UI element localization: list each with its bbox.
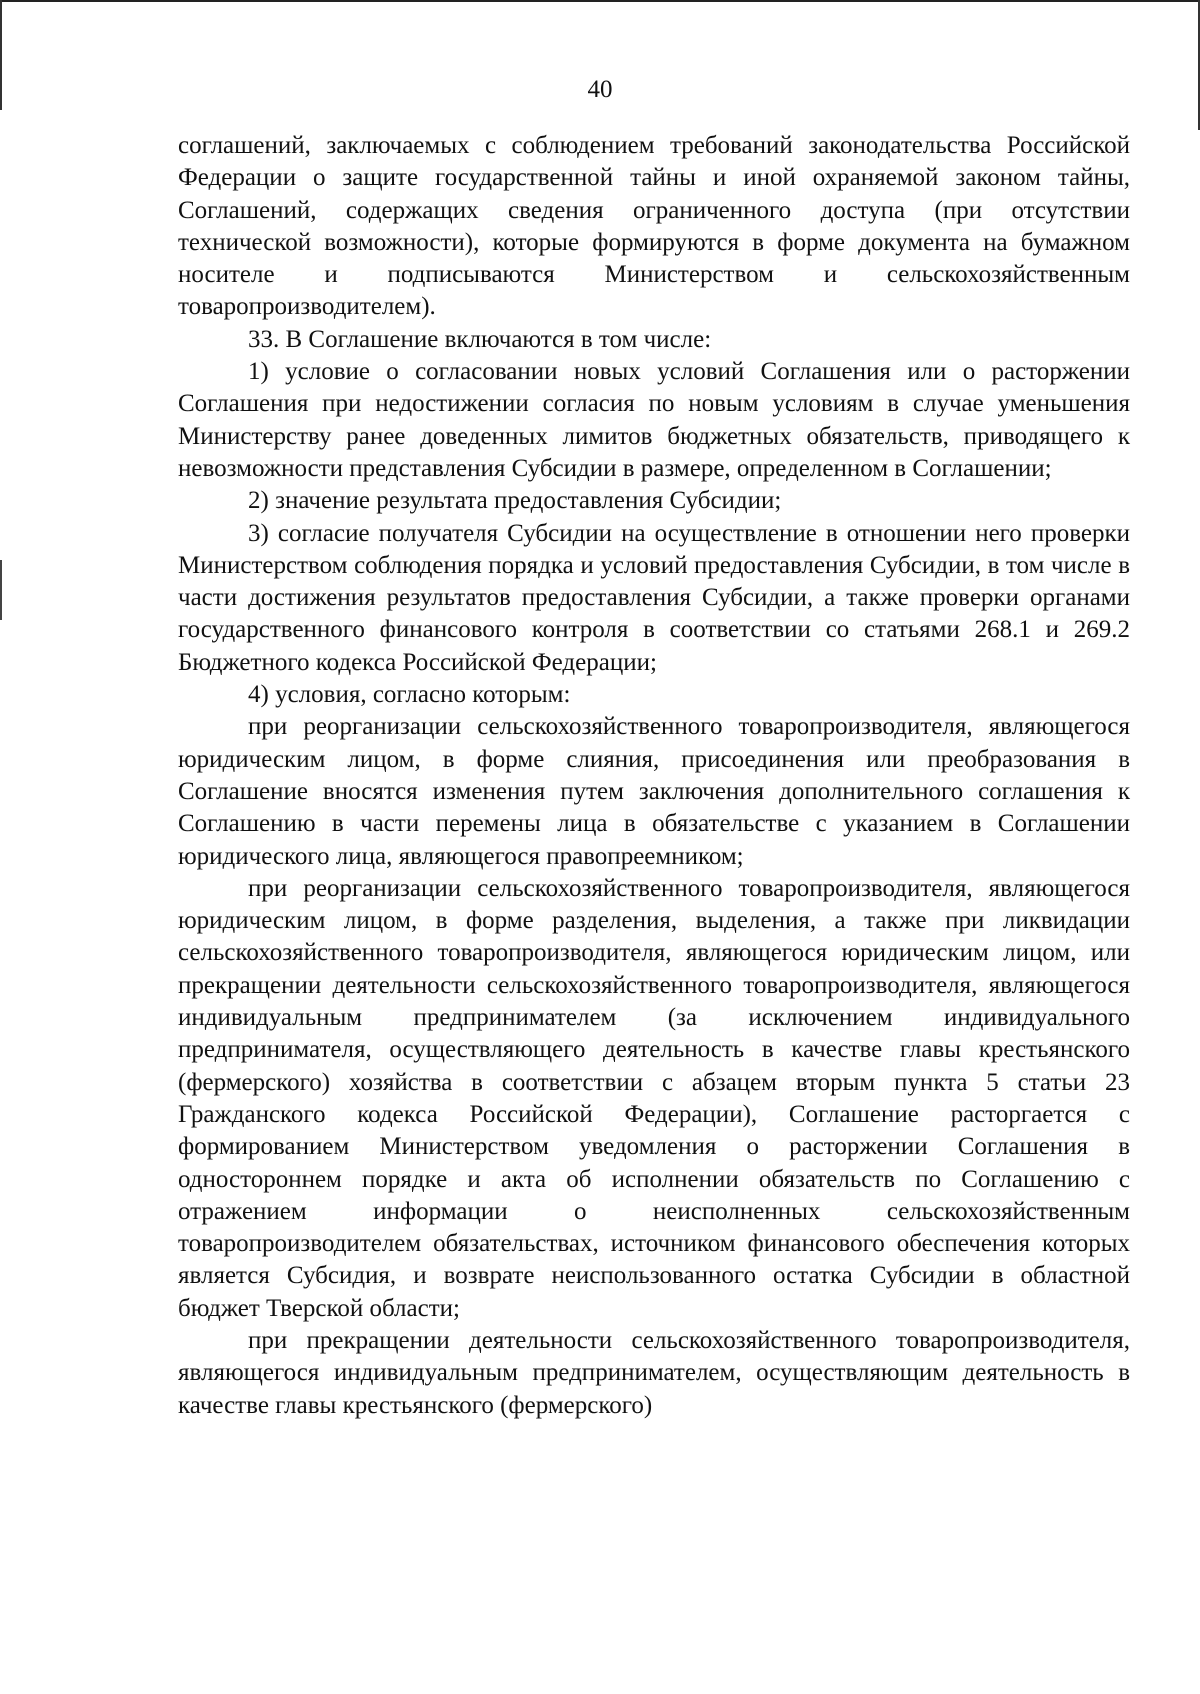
paragraph-termination: при прекращении деятельности сельскохозяйственного товаропроизводителя, являющегося индивидуальным предпринимателем, осуществляющим деятельность в качестве главы крестьянского (фермерского) — [178, 1326, 1130, 1419]
scan-edge-left-mark — [0, 560, 2, 620]
paragraph-reorganization-merger: при реорганизации сельскохозяйственного товаропроизводителя, являющегося юридическим лицом, в форме слияния, присоединения или преобразования в Соглашение вносятся изменения путем заключения дополнительного соглашения к Соглашению в части перемены лица в обязательстве с указанием в Соглашении юридического лица, являющегося правопреемником; — [178, 713, 1130, 870]
paragraph-continuation: соглашений, заключаемых с соблюдением требований законодательства Российской Федерации о защите государственной тайны и иной охраняемой законом тайны, Соглашений, содержащих сведения ограниченного доступа (при отсутствии технической возможности), которые формируются в форме документа на бумажном носителе и подписываются Министерством и сельскохозяйственным товаропроизводителем). — [178, 132, 1130, 321]
document-body — [178, 130, 1130, 1422]
page-number: 40 — [587, 76, 613, 103]
paragraph-subitem-3: 3) согласие получателя Субсидии на осуществление в отношении него проверки Министерством соблюдения порядка и условий предоставления Субсидии, в том числе в части достижения результатов предоставления Субсидии, а также проверки органами государственного финансового контроля в соответствии со статьями 268.1 и 269.2 Бюджетного кодекса Российской Федерации; — [178, 519, 1130, 676]
paragraph-reorganization-division: при реорганизации сельскохозяйственного товаропроизводителя, являющегося юридическим лицом, в форме разделения, выделения, а также при ликвидации сельскохозяйственного товаропроизводителя, являющегося юридическим лицом, или прекращении деятельности сельскохозяйственного товаропроизводителя, являющегося индивидуальным предпринимателем (за исключением индивидуального предпринимателя, осуществляющего деятельность в качестве главы крестьянского (фермерского) хозяйства в соответствии с абзацем вторым пункта 5 статьи 23 Гражданского кодекса Российской Федерации), Соглашение расторгается с формированием Министерством уведомления о расторжении Соглашения в одностороннем порядке и акта об исполнении обязательств по Соглашению с отражением информации о неисполненных сельскохозяйственным товаропроизводителем обязательствах, источником финансового обеспечения которых является Субсидия, и возврате неиспользованного остатка Субсидии в областной бюджет Тверской области; — [178, 874, 1130, 1322]
paragraph-subitem-2: 2) значение результата предоставления Субсидии; — [248, 487, 782, 515]
scan-border-top — [0, 0, 1200, 2]
paragraph-item-33: 33. В Соглашение включаются в том числе: — [248, 325, 712, 353]
paragraph-subitem-1: 1) условие о согласовании новых условий Соглашения или о расторжении Соглашения при недостижении согласия по новым условиям в случае уменьшения Министерству ранее доведенных лимитов бюджетных обязательств, приводящего к невозможности представления Субсидии в размере, определенном в Соглашении; — [178, 358, 1130, 482]
paragraph-subitem-4: 4) условия, согласно которым: — [248, 681, 571, 709]
